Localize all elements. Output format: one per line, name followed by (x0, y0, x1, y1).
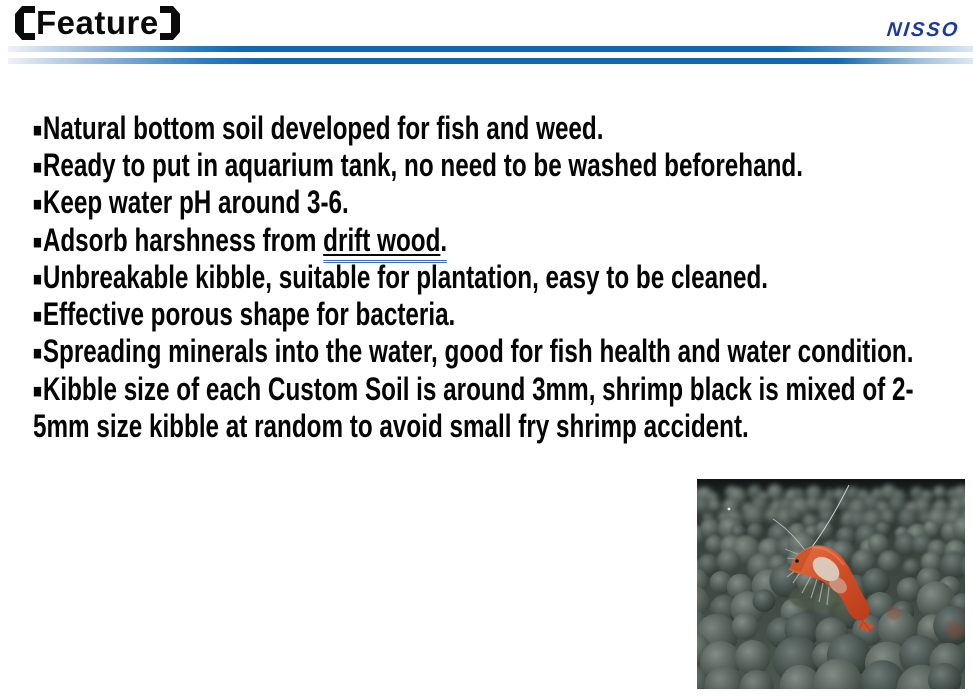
lenticular-bracket-right-icon (160, 4, 182, 42)
feature-item: ■Natural bottom soil developed for fish and weed. (33, 110, 604, 146)
bullet-square-icon: ■ (33, 268, 43, 291)
feature-item: ■Unbreakable kibble, suitable for plantation, easy to be cleaned. (33, 258, 769, 295)
bullet-square-icon: ■ (33, 342, 43, 365)
bullet-square-icon: ■ (33, 380, 43, 403)
feature-item: ■Spreading minerals into the water, good for fish health and water condition. (33, 333, 914, 370)
bullet-square-icon: ■ (33, 231, 43, 254)
feature-item: ■Adsorb harshness from drift wood. (33, 223, 935, 260)
grammar-checked-phrase: drift wood. (323, 222, 447, 263)
drift-wood-underlined-text: drift wood (323, 221, 441, 258)
feature-item: ■Ready to put in aquarium tank, no need to be washed beforehand. (33, 147, 803, 184)
header-divider-bottom (8, 58, 973, 64)
shrimp-photo (697, 479, 965, 689)
bullet-square-icon: ■ (33, 305, 43, 328)
page-title-text: Feature (36, 4, 159, 41)
nisso-logo: NISSO (885, 19, 961, 41)
feature-item: ■Keep water pH around 3-6. (33, 184, 349, 221)
page-title (13, 4, 182, 42)
bullet-square-icon: ■ (33, 194, 43, 217)
feature-item: ■Effective porous shape for bacteria. (33, 296, 456, 333)
lenticular-bracket-left-icon (13, 4, 35, 42)
bullet-square-icon: ■ (33, 156, 43, 179)
feature-item: ■Kibble size of each Custom Soil is around 3mm, shrimp black is mixed of 2-5mm size kibble at random to avoid small fry shrimp accident. (33, 370, 914, 444)
header-divider-top (8, 46, 973, 52)
feature-list (33, 111, 935, 443)
bullet-square-icon: ■ (33, 119, 43, 142)
